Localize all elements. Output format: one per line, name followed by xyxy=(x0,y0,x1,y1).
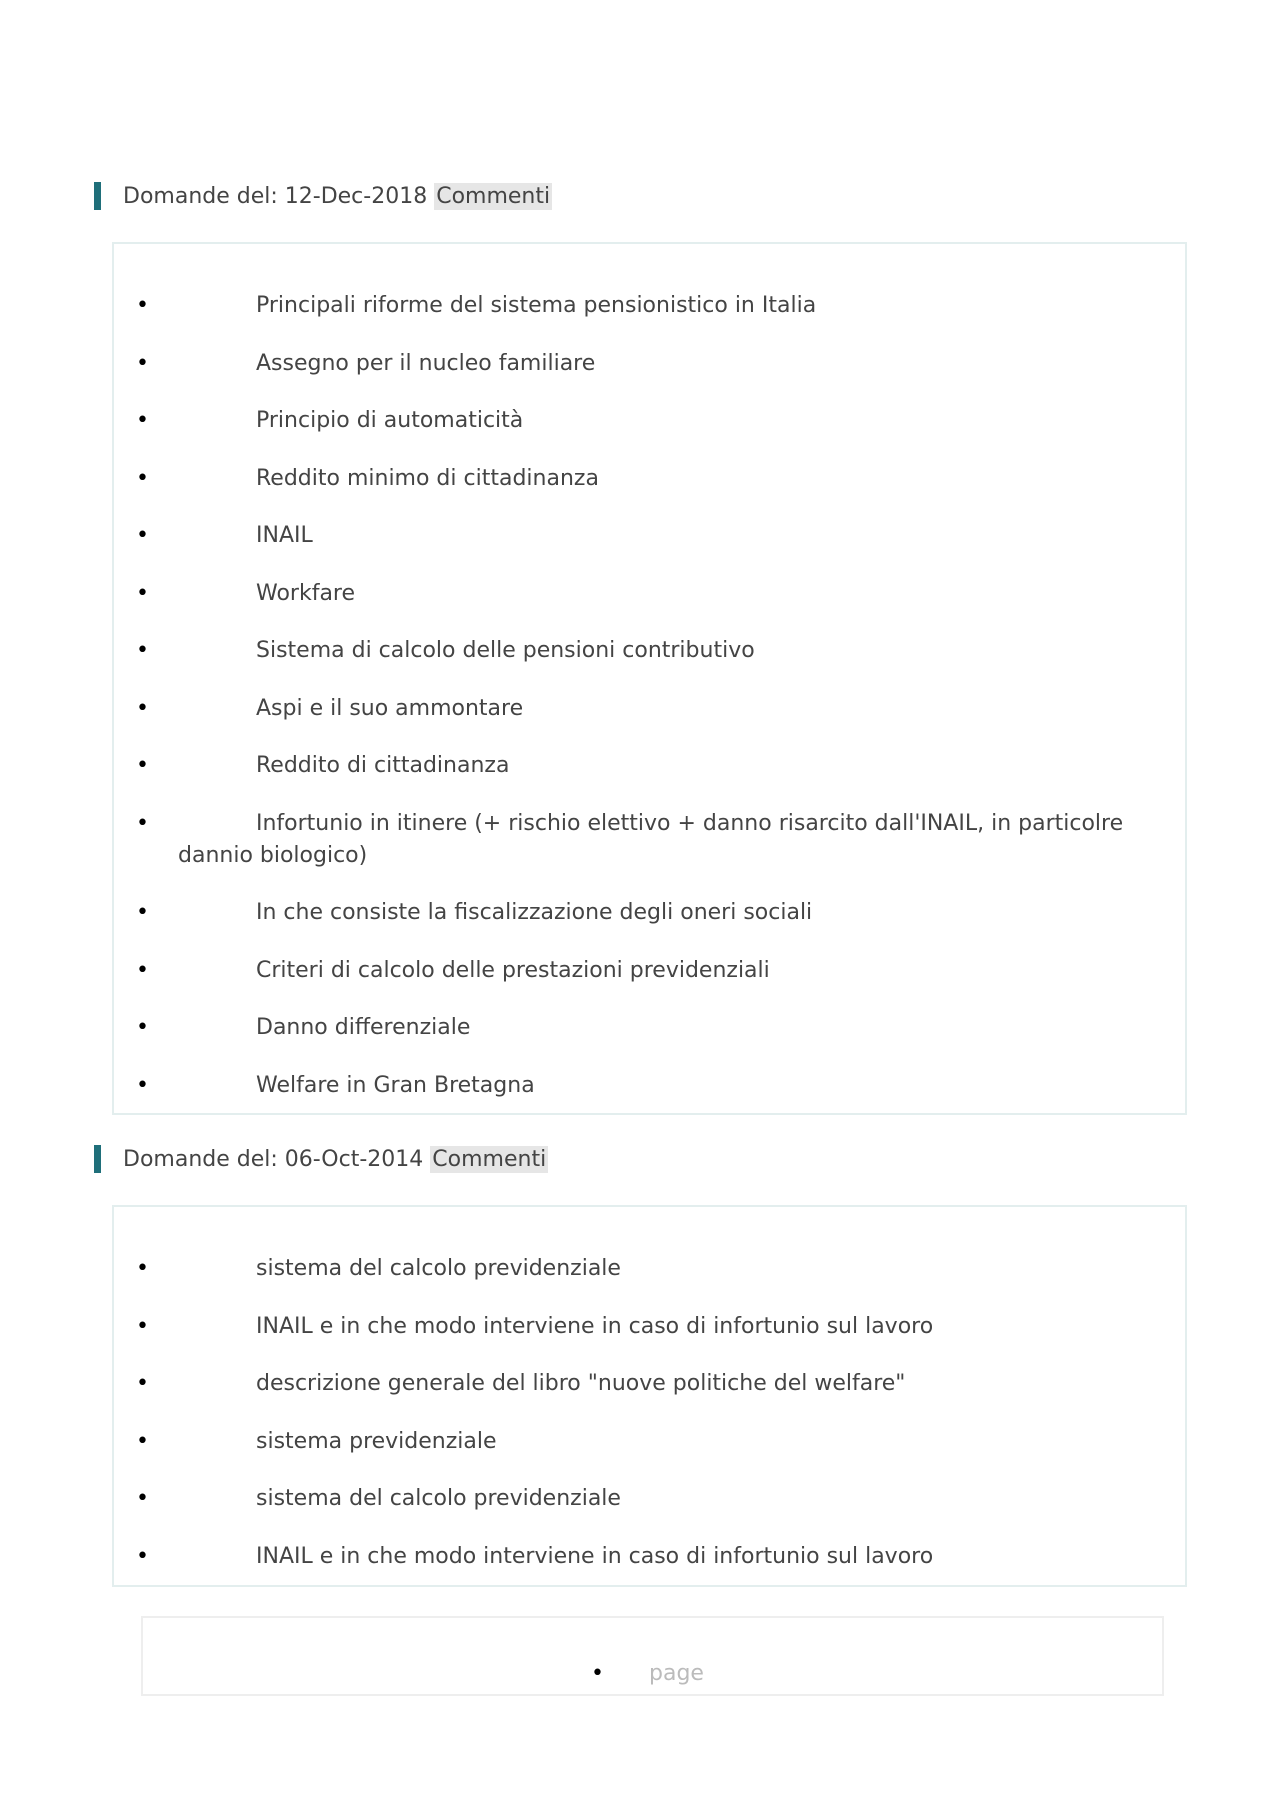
list-item xyxy=(114,520,1185,552)
list-item xyxy=(114,1426,1185,1458)
questions-box-2 xyxy=(112,1205,1187,1587)
question-text: Criteri di calcolo delle prestazioni previdenziali xyxy=(256,957,770,983)
pager xyxy=(141,1616,1164,1696)
bullet-icon: • xyxy=(136,1313,149,1339)
bullet-icon: • xyxy=(136,1256,149,1281)
question-text: In che consiste la fiscalizzazione degli oneri sociali xyxy=(256,900,813,925)
bullet-icon: • xyxy=(136,957,149,983)
bullet-icon: • xyxy=(136,810,149,836)
list-item xyxy=(114,463,1185,495)
section-marker xyxy=(94,182,101,210)
bullet-icon: • xyxy=(136,753,149,778)
bullet-icon: • xyxy=(136,523,149,548)
list-item xyxy=(114,808,1185,872)
question-text: Principio di automaticità xyxy=(256,408,524,433)
list-item xyxy=(114,1483,1185,1515)
question-text: Infortunio in itinere (+ rischio elettivo + danno risarcito dall'INAIL, in particolre dannio biologico) xyxy=(178,810,1124,868)
comments-link[interactable]: Commenti xyxy=(436,183,551,209)
section-date: Domande del: 06-Oct-2014 xyxy=(123,1146,424,1172)
list-item xyxy=(114,1541,1185,1573)
bullet-icon: • xyxy=(136,695,149,721)
question-text: Principali riforme del sistema pensionistico in Italia xyxy=(256,293,817,318)
list-item xyxy=(114,1311,1185,1343)
question-text: Reddito di cittadinanza xyxy=(256,753,510,778)
list-item xyxy=(114,290,1185,322)
list-item xyxy=(114,578,1185,610)
question-list xyxy=(114,1253,1185,1573)
question-text: sistema previdenziale xyxy=(256,1428,497,1454)
bullet-icon: • xyxy=(136,465,149,491)
bullet-icon: • xyxy=(136,1015,149,1040)
question-text: Welfare in Gran Bretagna xyxy=(256,1072,535,1098)
page-link[interactable]: page xyxy=(649,1661,704,1686)
section-marker xyxy=(94,1145,101,1173)
bullet-icon: • xyxy=(136,638,149,663)
question-text: Reddito minimo di cittadinanza xyxy=(256,465,599,491)
question-list xyxy=(114,290,1185,1102)
list-item xyxy=(114,750,1185,782)
question-text: INAIL e in che modo interviene in caso di infortunio sul lavoro xyxy=(256,1543,934,1569)
question-text: INAIL e in che modo interviene in caso di infortunio sul lavoro xyxy=(256,1313,934,1339)
pager-item xyxy=(591,1658,704,1690)
question-text: sistema del calcolo previdenziale xyxy=(256,1486,621,1511)
bullet-icon: • xyxy=(136,1543,149,1569)
list-item xyxy=(114,693,1185,725)
list-item xyxy=(114,1070,1185,1102)
bullet-icon: • xyxy=(136,293,149,318)
list-item xyxy=(114,1253,1185,1285)
list-item xyxy=(114,405,1185,437)
section-header-1 xyxy=(94,182,552,210)
bullet-icon: • xyxy=(591,1661,604,1686)
list-item xyxy=(114,955,1185,987)
bullet-icon: • xyxy=(136,350,149,376)
bullet-icon: • xyxy=(136,580,149,606)
bullet-icon: • xyxy=(136,1371,149,1396)
question-text: Workfare xyxy=(256,580,356,606)
list-item xyxy=(114,1012,1185,1044)
section-header-2 xyxy=(94,1145,548,1173)
bullet-icon: • xyxy=(136,1072,149,1098)
question-text: Sistema di calcolo delle pensioni contributivo xyxy=(256,638,755,663)
question-text: INAIL xyxy=(256,523,313,548)
list-item xyxy=(114,635,1185,667)
list-item xyxy=(114,897,1185,929)
bullet-icon: • xyxy=(136,1486,149,1511)
question-text: Assegno per il nucleo familiare xyxy=(256,350,596,376)
questions-box-1 xyxy=(112,242,1187,1115)
comments-link[interactable]: Commenti xyxy=(432,1146,547,1172)
section-date: Domande del: 12-Dec-2018 xyxy=(123,183,428,209)
question-text: Aspi e il suo ammontare xyxy=(256,695,524,721)
question-text: Danno differenziale xyxy=(256,1015,471,1040)
bullet-icon: • xyxy=(136,900,149,925)
question-text: sistema del calcolo previdenziale xyxy=(256,1256,621,1281)
list-item xyxy=(114,1368,1185,1400)
bullet-icon: • xyxy=(136,1428,149,1454)
list-item xyxy=(114,348,1185,380)
bullet-icon: • xyxy=(136,408,149,433)
question-text: descrizione generale del libro "nuove politiche del welfare" xyxy=(256,1371,906,1396)
